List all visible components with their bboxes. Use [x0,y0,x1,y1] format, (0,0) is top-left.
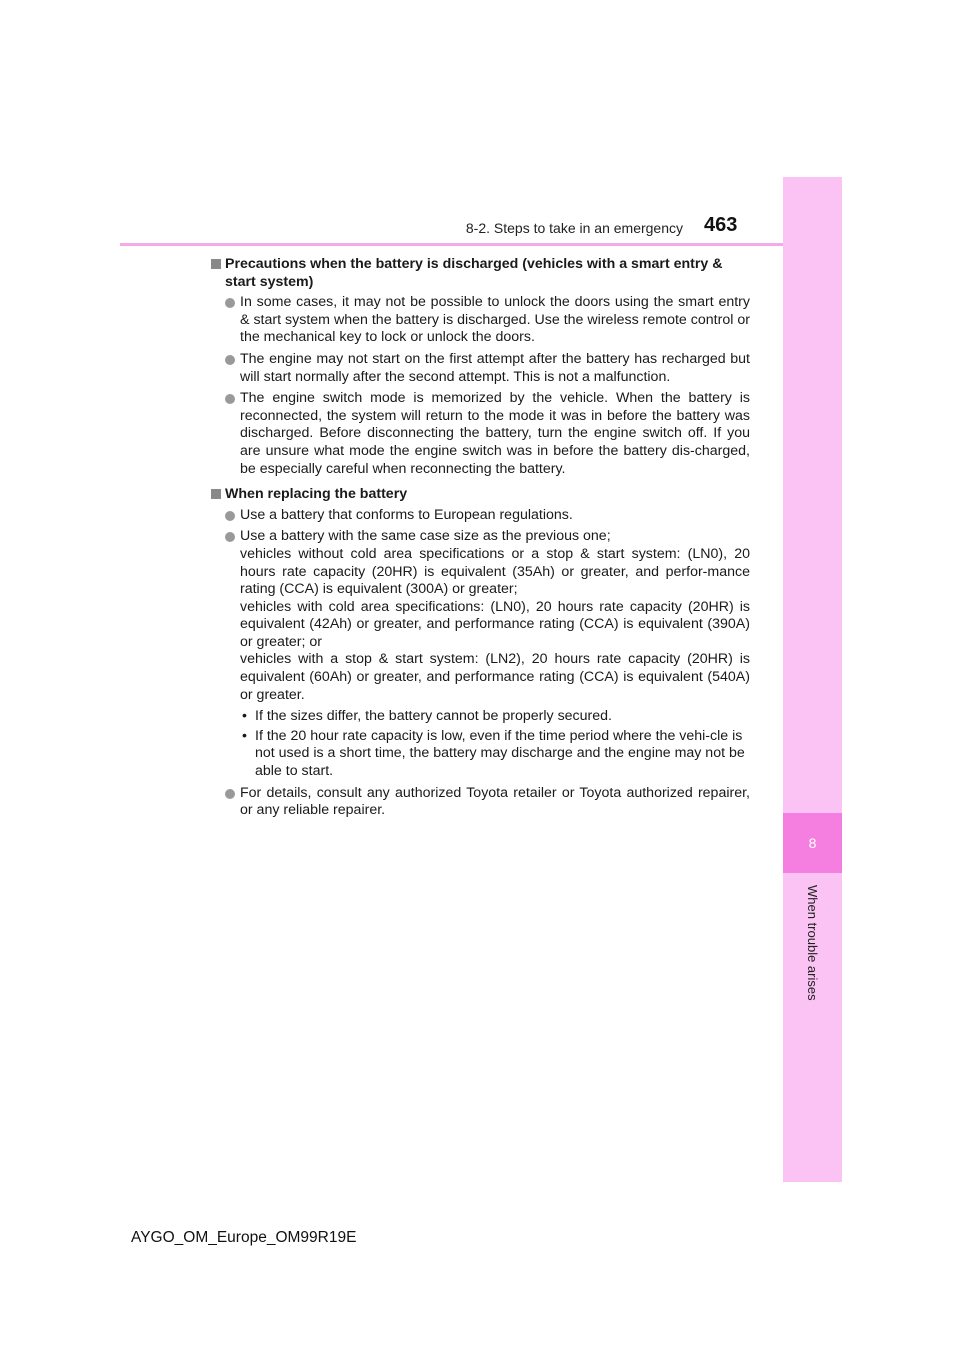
chapter-title: When trouble arises [805,885,820,1001]
sub-list-item [210,708,750,726]
section-heading [210,256,750,291]
square-bullet-icon [211,259,221,269]
sub-bullet-marker: • [242,727,247,744]
list-item-text: The engine switch mode is memorized by the vehicle. When the battery is reconnected, the system will return to the mode it was in before the battery was discharged. Before disconnecting the battery, turn the engine switch off. If you are unsure what mode the engine switch was in before the battery dis-charged, be especially careful when reconnecting the battery. [240,390,750,477]
section-heading [210,486,750,504]
list-item-text: vehicles without cold area specifications or a stop & start system: (LN0), 20 hours rate capacity (20HR) is equivalent (35Ah) or greater, and perfor-mance rating (CCA) is equivalent (300A) or greater; [240,545,750,598]
chapter-side-tab [783,177,842,1182]
list-item-text: For details, consult any authorized Toyota retailer or Toyota authorized repairer, or any reliable repairer. [240,784,750,819]
list-item-text: Use a battery that conforms to European regulations. [240,506,573,523]
circle-bullet-icon [225,532,235,542]
circle-bullet-icon [225,789,235,799]
circle-bullet-icon [225,394,235,404]
list-item-text: Use a battery with the same case size as the previous one; [240,528,611,545]
running-header-section: 8-2. Steps to take in an emergency [465,220,683,236]
circle-bullet-icon [225,511,235,521]
sub-list-item [210,728,750,781]
list-item [210,390,750,478]
section-heading-text: When replacing the battery [225,486,408,503]
page-content [210,256,750,824]
document-code: AYGO_OM_Europe_OM99R19E [131,1229,357,1246]
sub-list-item-text: If the sizes differ, the battery cannot be properly secured. [255,708,612,725]
chapter-title-tab [783,885,842,1025]
page-number: 463 [704,214,738,236]
chapter-number: 8 [808,835,817,851]
circle-bullet-icon [225,298,235,308]
section-heading-text: Precautions when the battery is discharged (vehicles with a smart entry & start system) [225,256,723,290]
list-item [210,785,750,820]
header-divider [120,243,842,246]
square-bullet-icon [211,489,221,499]
list-item [210,507,750,525]
sub-list-item-text: If the 20 hour rate capacity is low, even if the time period where the vehi-cle is not used is a short time, the battery may discharge and the engine may not be able to start. [255,727,745,780]
list-item-text: vehicles with a stop & start system: (LN2), 20 hours rate capacity (20HR) is equivalent (60Ah) or greater, and performance rating (CCA) is equivalent (540A) or greater. [240,651,750,703]
list-item-text: In some cases, it may not be possible to unlock the doors using the smart entry & start system when the battery is discharged. Use the wireless remote control or the mechanical key to lock or unlock the doors. [240,294,750,346]
list-item [210,294,750,347]
list-item-text: The engine may not start on the first attempt after the battery has recharged but will start normally after the second attempt. This is not a malfunction. [240,350,750,385]
list-item [210,528,750,704]
sub-bullet-marker: • [242,708,247,725]
list-item [210,351,750,386]
list-item-text: vehicles with cold area specifications: (LN0), 20 hours rate capacity (20HR) is equivalent (42Ah) or greater, and performance rating (CCA) is equivalent (390A) or greater; or [240,598,750,650]
chapter-number-tab [783,813,842,873]
circle-bullet-icon [225,355,235,365]
